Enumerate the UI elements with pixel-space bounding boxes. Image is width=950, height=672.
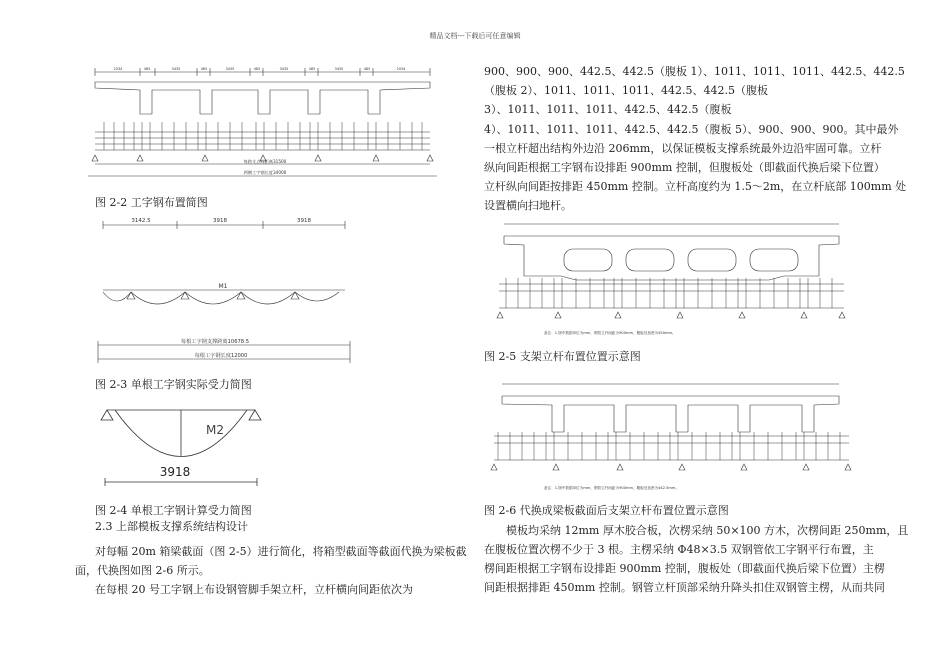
figure-2-2-girder-layout	[80, 60, 450, 190]
figure-2-3-caption: 图 2-3 单根工字钢实际受力简图	[95, 378, 252, 391]
figure-2-4-caption: 图 2-4 单根工字钢计算受力简图	[95, 504, 252, 517]
paragraph-line: 设置横向扫地杆。	[484, 199, 572, 212]
paragraph-line: 900、900、900、442.5、442.5（腹板 1）、1011、1011、1011、442.5、442.5	[484, 65, 905, 78]
paragraph-line: 在每根 20 号工字钢上布设钢管脚手架立杆，立杆横向间距依次为	[95, 583, 413, 596]
fig23-length-label: 每根工字钢长度12000	[194, 353, 248, 359]
paragraph-line: 楞间距根据工字钢布设排距 900mm 控制，腹板处（即截面代换后梁下位置）主楞	[484, 562, 885, 575]
figure-2-5-box-girder-layout	[484, 214, 864, 344]
paragraph-line: 间距根据排距 450mm 控制。钢管立杆顶部采纳升降头扣住双钢管主楞，从而共同	[484, 581, 885, 594]
svg-text:2034: 2034	[396, 67, 406, 71]
fig22-spacing-label: 每跨支点间距离31500	[243, 159, 287, 164]
svg-text:485: 485	[200, 67, 208, 71]
svg-text:485: 485	[308, 67, 316, 71]
svg-text:3918: 3918	[297, 218, 311, 224]
paragraph-line: 立杆纵向间距按排距 450mm 控制。立杆高度约为 1.5～2m，在立杆底部 100mm 处	[484, 180, 907, 193]
fig22-length-label: 两侧工字钢长度34000	[243, 170, 287, 175]
paragraph-line: 对每幅 20m 箱梁截面（图 2-5）进行简化，将箱型截面等截面代换为梁板截	[95, 545, 467, 558]
fig24-moment-label: M2	[206, 423, 224, 437]
svg-text:485: 485	[363, 67, 371, 71]
figure-2-5-caption: 图 2-5 支架立杆布置位置示意图	[484, 350, 641, 363]
fig23-dim: 3142.5	[131, 218, 151, 224]
svg-text:3435: 3435	[334, 67, 344, 71]
svg-text:485: 485	[143, 67, 151, 71]
section-heading: 2.3 上部模板支撑系统结构设计	[95, 520, 248, 533]
fig24-span-value: 3918	[159, 465, 191, 479]
svg-text:3918: 3918	[213, 218, 227, 224]
paragraph-line: （腹板 2）、1011、1011、1011、442.5、442.5（腹板	[484, 84, 768, 97]
fig25-note: 备注：1.图中数据单位为mm，钢管立杆间距为900mm，腹板处加密为450mm。	[544, 331, 676, 335]
svg-text:3435: 3435	[225, 67, 235, 71]
paragraph-line: 3）、1011、1011、1011、442.5、442.5（腹板	[484, 103, 732, 116]
figure-2-4-calc-force-diagram	[95, 398, 275, 493]
svg-text:3435: 3435	[171, 67, 181, 71]
fig22-top-dim: 2034	[113, 67, 123, 71]
paragraph-line: 面，代换图如图 2-6 所示。	[75, 564, 210, 577]
paragraph-line: 在腹板位置次楞不少于 3 根。主楞采纳 Φ48×3.5 双钢管依工字钢平行布置，主	[484, 543, 874, 556]
fig23-moment-label: M1	[218, 283, 228, 290]
svg-text:3435: 3435	[279, 67, 289, 71]
page-header-note: 精品文档---下载后可任意编辑	[429, 32, 521, 40]
paragraph-line: 4）、1011、1011、1011、442.5、442.5（腹板 5）、900、900、900。其中最外	[484, 123, 899, 136]
figure-2-2-caption: 图 2-2 工字钢布置简图	[95, 196, 208, 209]
fig23-span-label: 每根工字钢支撑跨离10678.5	[180, 339, 250, 345]
paragraph-line: 模板均采纳 12mm 厚木胶合板，次楞采纳 50×100 方木，次楞间距 250mm，且	[506, 524, 909, 537]
figure-2-6-caption: 图 2-6 代换成梁板截面后支架立杆布置位置示意图	[484, 504, 729, 517]
fig26-note: 备注：1.图中数据单位为mm，钢管立杆间距为900mm，腹板处加密为442.5mm。	[544, 486, 680, 490]
paragraph-line: 一根立杆超出结构外边沿 206mm，以保证模板支撑系统最外边沿牢固可靠。立杆	[484, 142, 882, 155]
figure-2-6-slab-equivalent-layout	[484, 372, 864, 497]
svg-text:485: 485	[253, 67, 261, 71]
figure-2-3-actual-force-diagram	[95, 210, 355, 365]
paragraph-line: 纵向间距根据工字钢布设排距 900mm 控制，但腹板处（即截面代换后梁下位置）	[484, 161, 885, 174]
